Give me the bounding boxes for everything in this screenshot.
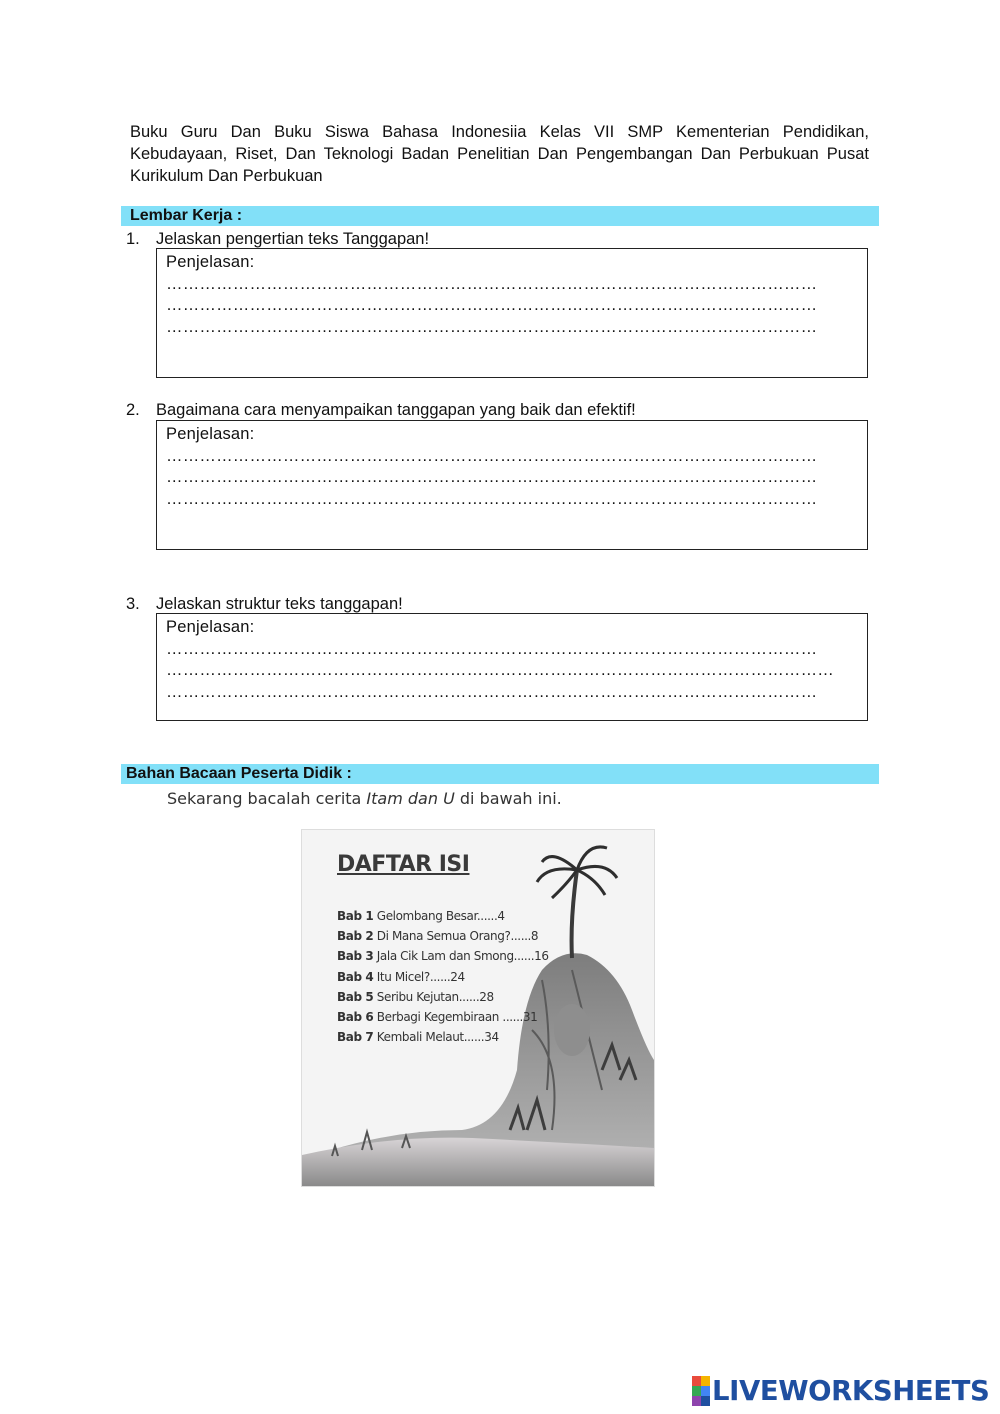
toc-entry: Bab 2 Di Mana Semua Orang?......8 [337,929,539,944]
answer-line[interactable]: ……………………………………………………………………………………………………… [166,639,818,658]
answer-line[interactable]: ……………………………………………………………………………………………………… [166,489,818,508]
toc-entry: Bab 3 Jala Cik Lam dan Smong......16 [337,949,549,964]
story-title: Itam dan U [366,789,455,808]
logo-mark-icon [692,1376,710,1406]
worksheet-heading [121,206,879,226]
answer-label: Penjelasan: [166,253,255,271]
answer-line[interactable]: ……………………………………………………………………………………………………… [166,468,818,486]
answer-label: Penjelasan: [166,425,255,443]
answer-line[interactable]: ……………………………………………………………………………………………………… [166,446,818,465]
answer-line[interactable]: ……………………………………………………………………………………………………… [166,296,818,314]
answer-label: Penjelasan: [166,618,255,636]
answer-box-3[interactable] [156,613,868,721]
toc-entry: Bab 6 Berbagi Kegembiraan ......31 [337,1009,538,1024]
toc-list [337,906,549,1047]
answer-line[interactable]: ……………………………………………………………………………………………………… [166,682,818,701]
logo-text: LIVEWORKSHEETS [712,1375,990,1407]
toc-title: DAFTAR ISI [337,852,470,877]
worksheet-heading-label: Lembar Kerja : [130,207,243,224]
reading-heading [121,764,879,784]
reading-intro-post: di bawah ini. [454,789,562,808]
answer-box-2[interactable] [156,420,868,550]
question-1-number: 1. [126,230,140,248]
question-2-number: 2. [126,401,140,419]
question-2-text: Bagaimana cara menyampaikan tanggapan yang baik dan efektif! [156,401,636,419]
answer-line[interactable]: ……………………………………………………………………………………………………… [166,274,818,293]
question-3-number: 3. [126,595,140,613]
question-3-text: Jelaskan struktur teks tanggapan! [156,595,403,613]
answer-box-1[interactable] [156,248,868,378]
liveworksheets-logo[interactable] [692,1373,989,1409]
toc-entry: Bab 7 Kembali Melaut......34 [337,1030,499,1045]
toc-entry: Bab 1 Gelombang Besar......4 [337,909,505,923]
answer-line[interactable]: ………………………………………………………………………………………………………… [166,661,834,679]
reference-text: Buku Guru Dan Buku Siswa Bahasa Indonesiia Kelas VII SMP Kementerian Pendidikan, Kebudayaan, Riset, Dan Teknologi Badan Penelitian Dan Pengembangan Dan Perbukuan Pusat Kurikulum Dan Perbukuan [130,123,869,185]
question-1-text: Jelaskan pengertian teks Tanggapan! [156,230,430,248]
reading-intro [167,789,562,808]
toc-entry: Bab 5 Seribu Kejutan......28 [337,989,494,1004]
reading-heading-label: Bahan Bacaan Peserta Didik : [126,765,352,782]
toc-entry: Bab 4 Itu Micel?......24 [337,969,465,984]
reading-intro-pre: Sekarang bacalah cerita [167,789,367,808]
answer-line[interactable]: ……………………………………………………………………………………………………… [166,317,818,336]
book-contents-image [301,829,655,1187]
